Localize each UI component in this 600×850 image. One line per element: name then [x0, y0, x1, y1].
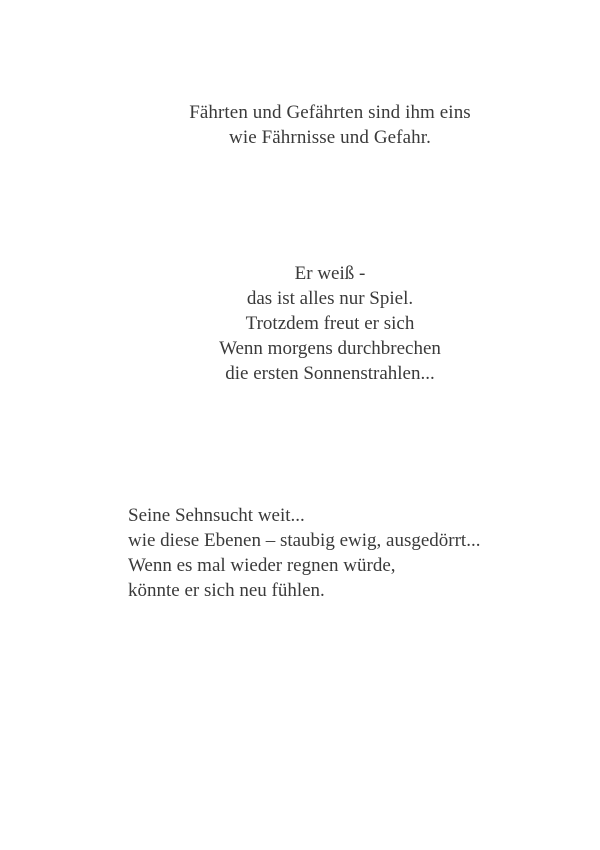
stanza-3	[128, 503, 480, 603]
poem-line: Seine Sehnsucht weit...	[128, 505, 305, 526]
poem-line: die ersten Sonnenstrahlen...	[225, 363, 435, 384]
poem-line: Er weiß -	[294, 263, 366, 284]
poem-line: könnte er sich neu fühlen.	[128, 580, 325, 601]
poem-line: wie diese Ebenen – staubig ewig, ausgedörrt...	[128, 530, 481, 551]
poem-line: das ist alles nur Spiel.	[246, 288, 414, 309]
stanza-2	[0, 261, 600, 386]
poem-line: Wenn es mal wieder regnen würde,	[128, 555, 396, 576]
poem-line: Trotzdem freut er sich	[245, 313, 415, 334]
stanza-1	[0, 100, 600, 150]
poem-line: Wenn morgens durchbrechen	[219, 338, 441, 359]
poem-line: Fährten und Gefährten sind ihm eins	[189, 102, 471, 123]
poem-line: wie Fährnisse und Gefahr.	[229, 127, 431, 148]
